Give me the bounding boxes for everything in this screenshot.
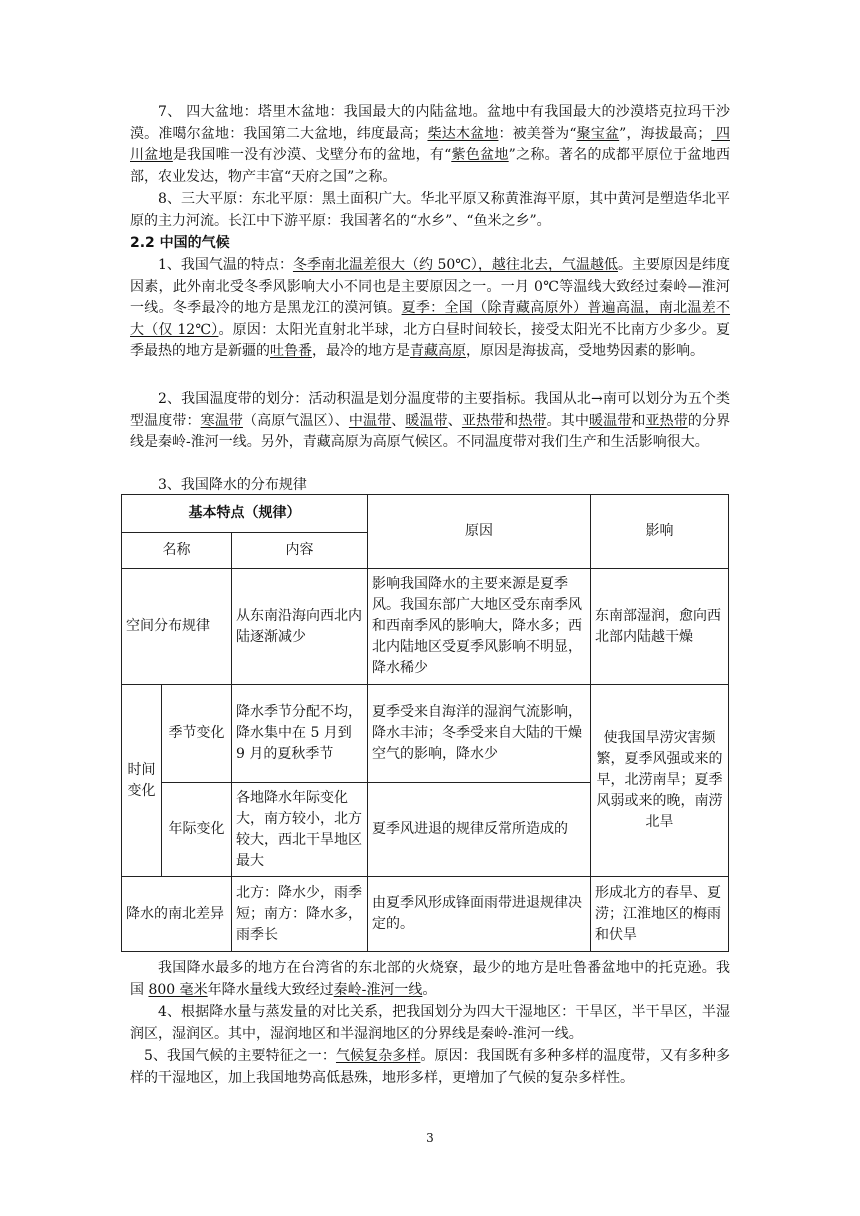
underlined-text: 柴达木盆地 bbox=[427, 125, 499, 142]
text-run: 和 bbox=[504, 412, 519, 429]
text-run: 的分界线是秦岭-淮河一线。另外，青藏高原为高原气候区。不同温度带对我们生产和生活影响很大。 bbox=[130, 412, 731, 451]
underlined-text: 800 毫米 bbox=[148, 981, 208, 998]
row-space-effect: 东南部湿润，愈向西北部内陆越干燥 bbox=[591, 569, 729, 685]
underlined-text: 四川盆地 bbox=[130, 125, 730, 164]
text-run: 、 bbox=[391, 412, 406, 429]
text-run: 。主要原因是纬度因素，此外南北受冬季风影响大小不同也是主要原因之一。一月 0℃等温线大致经过秦岭—淮河一线。冬季最冷的地方是黑龙江的漠河镇。 bbox=[130, 257, 730, 317]
row-space-name: 空间分布规律 bbox=[122, 569, 232, 685]
text-run: 1、我国气温的特点： bbox=[158, 257, 293, 273]
underlined-text: 气候复杂多样 bbox=[335, 1048, 421, 1064]
paragraph-plains bbox=[130, 189, 730, 232]
table-row bbox=[122, 685, 729, 783]
text-run: 是我国唯一没有沙漠、戈壁分布的盆地，有“ bbox=[172, 147, 452, 164]
text-run: ：被美誉为“ bbox=[498, 125, 577, 142]
underlined-text: 热带 bbox=[518, 412, 547, 429]
row-ns-reason: 由夏季风形成锋面雨带进退规律决定的。 bbox=[368, 877, 591, 952]
underlined-text: 吐鲁番 bbox=[270, 343, 312, 360]
table-caption: 3、我国降水的分布规律 bbox=[158, 477, 307, 493]
table-row bbox=[122, 569, 729, 685]
precipitation-table bbox=[121, 494, 729, 952]
underlined-text: 暖温带 bbox=[588, 412, 632, 429]
underlined-text: 紫色盆地 bbox=[451, 147, 509, 164]
text-run: 8、三大平原：东北平原：黑土面积广大。华北平原又称黄淮海平原，其中黄河是塑造华北平原的主力河流。长江中下游平原：我国著名的“水乡”、“鱼米之乡”。 bbox=[130, 191, 730, 229]
text-run: 。其中 bbox=[546, 412, 589, 429]
time-change-effect: 使我国旱涝灾害频繁，夏季风强或来的早，北涝南旱；夏季风弱或来的晚，南涝北旱 bbox=[591, 685, 729, 877]
text-run: 年降水量线大致经过 bbox=[207, 981, 334, 998]
text-run: ，最冷的地方是 bbox=[312, 343, 410, 360]
row-season-name: 季节变化 bbox=[162, 685, 232, 783]
text-run: 。原因：我国既有多种多样的温度带，又有多种多样的干湿地区，加上我国地势高低悬殊，地形多样，更增加了气候的复杂多样性。 bbox=[130, 1048, 730, 1086]
underlined-text: 亚热带 bbox=[461, 412, 505, 429]
underlined-text: 夏季：全国（除青藏高原外）普遍高温，南北温差不大（仅 12℃） bbox=[130, 300, 731, 338]
row-ns-effect: 形成北方的春旱、夏涝；江淮地区的梅雨和伏旱 bbox=[591, 877, 729, 952]
page-number: 3 bbox=[426, 1131, 434, 1145]
text-run: 。原因：太阳光直射北半球，北方白昼时间较长，接受太阳光不比南方少多少。夏季最热的地方是新疆的 bbox=[130, 321, 730, 360]
header-name: 名称 bbox=[122, 533, 232, 569]
row-season-reason: 夏季受来自海洋的湿润气流影响，降水丰沛；冬季受来自大陆的干燥空气的影响，降水少 bbox=[368, 685, 591, 783]
text-run: 5、我国气候的主要特征之一： bbox=[144, 1048, 336, 1064]
row-season-content: 降水季节分配不均，降水集中在 5 月到 9 月的夏秋季节 bbox=[232, 685, 368, 783]
text-run: 、 bbox=[447, 412, 462, 429]
row-space-content: 从东南沿海向西北内陆逐渐减少 bbox=[232, 569, 368, 685]
header-effect: 影响 bbox=[591, 495, 729, 569]
paragraph-dry-wet-zones bbox=[130, 1002, 730, 1045]
header-reason: 原因 bbox=[368, 495, 591, 569]
underlined-text: 聚宝盆 bbox=[576, 125, 620, 142]
header-basic-features: 基本特点（规律） bbox=[122, 495, 368, 533]
table-header-row bbox=[122, 495, 729, 533]
text-run: ，原因是海拔高，受地势因素的影响。 bbox=[466, 343, 704, 360]
text-run: 和 bbox=[631, 412, 646, 429]
text-run: ”，海拔最高； bbox=[619, 125, 712, 142]
text-run: 4、根据降水量与蒸发量的对比关系，把我国划分为四大干湿地区：干旱区，半干旱区，半湿润区，湿润区。其中，湿润地区和半湿润地区的分界线是秦岭-淮河一线。 bbox=[130, 1004, 730, 1042]
row-ns-content: 北方：降水少，雨季短；南方：降水多，雨季长 bbox=[232, 877, 368, 952]
text-run: 我国降水最多的地方在台湾省的东北部的火烧寮，最少的地方是吐鲁番盆地中的托克逊。我国 bbox=[130, 960, 730, 998]
row-space-reason: 影响我国降水的主要来源是夏季风。我国东部广大地区受东南季风和西南季风的影响大，降水多；西北内陆地区受夏季风影响不明显，降水稀少 bbox=[368, 569, 591, 685]
text-run: 2、我国温度带的划分：活动积温是划分温度带的主要指标。我国从北→南可以划分为五个类型温度带： bbox=[130, 391, 730, 429]
table-row bbox=[122, 877, 729, 952]
underlined-text: 寒温带 bbox=[200, 412, 243, 429]
row-year-name: 年际变化 bbox=[162, 783, 232, 877]
text-run: 。 bbox=[422, 981, 437, 998]
row-year-content: 各地降水年际变化大，南方较小，北方较大，西北干旱地区最大 bbox=[232, 783, 368, 877]
text-run: （高原气温区）、 bbox=[242, 412, 349, 429]
underlined-text: 亚热带 bbox=[645, 412, 688, 429]
paragraph-temperature bbox=[130, 255, 730, 363]
text-run: 7、 四大盆地：塔里木盆地：我国最大的内陆盆地。盆地中有我国最大的沙漠塔克拉玛干沙漠。准噶尔盆地：我国第二大盆地，纬度最高； bbox=[130, 104, 730, 142]
header-content: 内容 bbox=[232, 533, 368, 569]
text-run: ”之称。著名的成都平原位于盆地西部，农业发达，物产丰富“天府之国”之称。 bbox=[130, 147, 730, 185]
section-title: 2.2 中国的气候 bbox=[130, 235, 230, 251]
underlined-text: 青藏高原 bbox=[410, 343, 466, 360]
paragraph-climate-diversity bbox=[130, 1046, 730, 1089]
underlined-text: 冬季南北温差很大（约 50℃），越往北去，气温越低 bbox=[292, 257, 618, 273]
underlined-text: 暖温带 bbox=[405, 412, 448, 429]
row-year-reason: 夏季风进退的规律反常所造成的 bbox=[368, 783, 591, 877]
underlined-text: 秦岭-淮河一线 bbox=[333, 981, 423, 998]
row-ns-name: 降水的南北差异 bbox=[122, 877, 232, 952]
paragraph-basins bbox=[130, 102, 730, 188]
time-change-group: 时间变化 bbox=[122, 685, 162, 877]
paragraph-rain-extremes bbox=[130, 958, 730, 1001]
underlined-text: 中温带 bbox=[348, 412, 392, 429]
paragraph-temperature-zones bbox=[130, 389, 730, 454]
